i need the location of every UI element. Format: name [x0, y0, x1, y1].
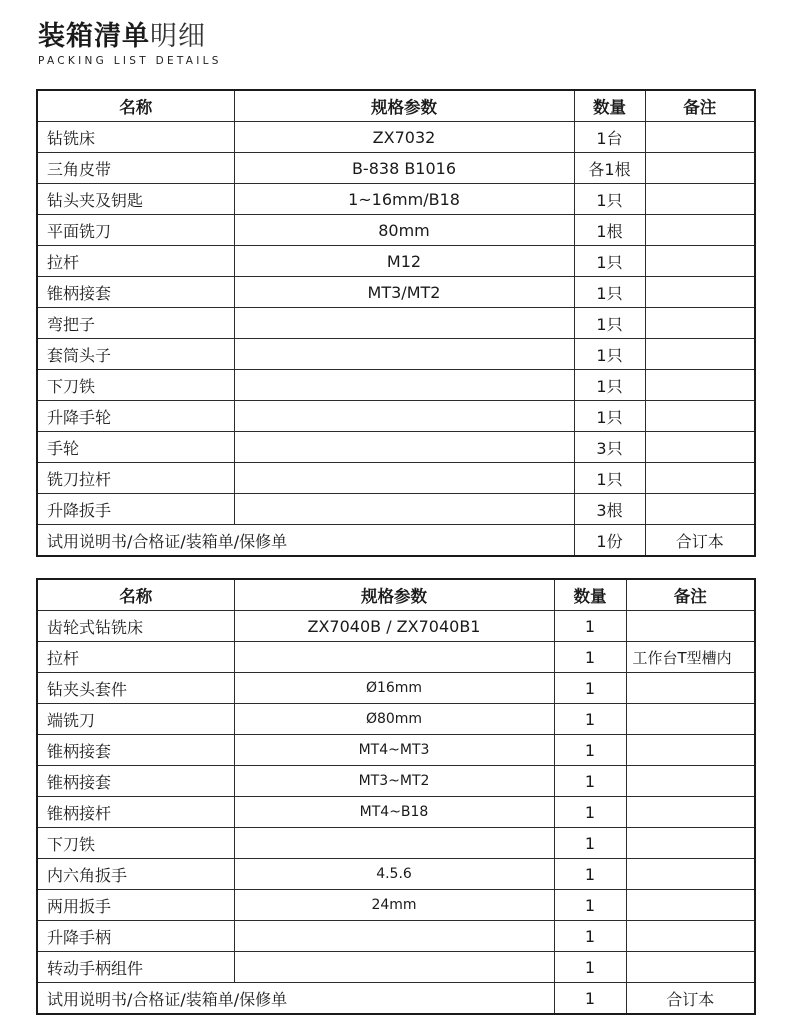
cell-name: 两用扳手 [37, 890, 234, 921]
cell-note [626, 921, 755, 952]
cell-qty: 1 [554, 704, 626, 735]
cell-name: 弯把子 [37, 308, 234, 339]
cell-qty: 1 [554, 828, 626, 859]
cell-spec [234, 401, 574, 432]
cell-qty: 1只 [574, 246, 645, 277]
cell-spec [234, 642, 554, 673]
cell-name: 下刀铁 [37, 370, 234, 401]
page-title-light: 明细 [150, 21, 206, 52]
table-row [37, 308, 755, 339]
cell-spec [234, 463, 574, 494]
cell-spec: Ø80mm [234, 704, 554, 735]
table-row [37, 766, 755, 797]
cell-spec: 24mm [234, 890, 554, 921]
cell-qty: 1只 [574, 308, 645, 339]
cell-note [626, 673, 755, 704]
table-1-body [37, 122, 755, 557]
cell-spec [234, 339, 574, 370]
cell-name: 锥柄接套 [37, 735, 234, 766]
cell-qty: 1 [554, 797, 626, 828]
cell-note [645, 215, 755, 246]
cell-note [626, 952, 755, 983]
cell-note [626, 766, 755, 797]
cell-name: 内六角扳手 [37, 859, 234, 890]
table-row [37, 828, 755, 859]
cell-qty: 3只 [574, 432, 645, 463]
table-row [37, 952, 755, 983]
cell-name: 升降手柄 [37, 921, 234, 952]
cell-note [645, 184, 755, 215]
cell-name: 钻夹头套件 [37, 673, 234, 704]
cell-spec: 1~16mm/B18 [234, 184, 574, 215]
cell-note [645, 339, 755, 370]
cell-name: 转动手柄组件 [37, 952, 234, 983]
cell-name: 锥柄接套 [37, 277, 234, 308]
cell-qty: 各1根 [574, 153, 645, 184]
header-spec: 规格参数 [234, 579, 554, 611]
page-title [38, 20, 222, 54]
table-footer-row [37, 983, 755, 1015]
cell-spec [234, 494, 574, 525]
cell-note [645, 246, 755, 277]
header-note: 备注 [626, 579, 755, 611]
table-row [37, 370, 755, 401]
header-name: 名称 [37, 579, 234, 611]
cell-qty: 1 [554, 859, 626, 890]
cell-qty: 1只 [574, 463, 645, 494]
table-row [37, 432, 755, 463]
cell-note [626, 611, 755, 642]
cell-name: 钻铣床 [37, 122, 234, 153]
cell-note [645, 494, 755, 525]
header-qty: 数量 [554, 579, 626, 611]
cell-note [626, 797, 755, 828]
cell-spec [234, 432, 574, 463]
cell-qty: 1 [554, 952, 626, 983]
table-row [37, 642, 755, 673]
cell-note: 合订本 [626, 983, 755, 1015]
title-block [38, 20, 222, 67]
cell-name: 下刀铁 [37, 828, 234, 859]
cell-name: 铣刀拉杆 [37, 463, 234, 494]
cell-qty: 1 [554, 642, 626, 673]
cell-spec: 80mm [234, 215, 574, 246]
cell-name: 拉杆 [37, 642, 234, 673]
cell-qty: 1 [554, 673, 626, 704]
cell-spec: ZX7040B / ZX7040B1 [234, 611, 554, 642]
cell-qty: 1只 [574, 339, 645, 370]
header-note: 备注 [645, 90, 755, 122]
cell-spec: ZX7032 [234, 122, 574, 153]
table-row [37, 704, 755, 735]
cell-name: 锥柄接杆 [37, 797, 234, 828]
table-footer-row [37, 525, 755, 557]
cell-note [645, 463, 755, 494]
cell-spec: 4.5.6 [234, 859, 554, 890]
cell-note [626, 828, 755, 859]
cell-name: 平面铣刀 [37, 215, 234, 246]
cell-qty: 1 [554, 735, 626, 766]
cell-qty: 1份 [574, 525, 645, 557]
cell-spec [234, 370, 574, 401]
cell-note: 工作台T型槽内 [626, 642, 755, 673]
cell-name: 端铣刀 [37, 704, 234, 735]
cell-spec [234, 308, 574, 339]
cell-name: 手轮 [37, 432, 234, 463]
table-row [37, 890, 755, 921]
table-header-row [37, 579, 755, 611]
cell-qty: 1 [554, 611, 626, 642]
cell-note [626, 704, 755, 735]
cell-qty: 1只 [574, 370, 645, 401]
cell-spec [234, 952, 554, 983]
cell-name: 升降扳手 [37, 494, 234, 525]
table-row [37, 401, 755, 432]
cell-spec [234, 828, 554, 859]
cell-note [645, 277, 755, 308]
cell-note [626, 859, 755, 890]
table-row [37, 673, 755, 704]
cell-spec: M12 [234, 246, 574, 277]
cell-qty: 1 [554, 983, 626, 1015]
cell-note [626, 890, 755, 921]
cell-name: 齿轮式钻铣床 [37, 611, 234, 642]
cell-qty: 1 [554, 890, 626, 921]
table-row [37, 463, 755, 494]
table-row [37, 215, 755, 246]
table-row [37, 859, 755, 890]
cell-name: 拉杆 [37, 246, 234, 277]
table-row [37, 184, 755, 215]
table-row [37, 122, 755, 153]
table-row [37, 339, 755, 370]
cell-note [626, 735, 755, 766]
table-row [37, 735, 755, 766]
cell-spec: Ø16mm [234, 673, 554, 704]
table-row [37, 246, 755, 277]
page-subtitle: PACKING LIST DETAILS [38, 55, 222, 67]
cell-spec: MT4~B18 [234, 797, 554, 828]
cell-qty: 1 [554, 766, 626, 797]
table-row [37, 921, 755, 952]
cell-spec: B-838 B1016 [234, 153, 574, 184]
cell-note [645, 401, 755, 432]
table-header-row [37, 90, 755, 122]
cell-qty: 1只 [574, 184, 645, 215]
table-row [37, 611, 755, 642]
cell-note [645, 432, 755, 463]
cell-note [645, 122, 755, 153]
packing-list-table-1 [36, 89, 756, 557]
cell-qty: 3根 [574, 494, 645, 525]
cell-docs: 试用说明书/合格证/装箱单/保修单 [37, 525, 574, 557]
cell-qty: 1根 [574, 215, 645, 246]
cell-qty: 1只 [574, 401, 645, 432]
cell-docs: 试用说明书/合格证/装箱单/保修单 [37, 983, 554, 1015]
cell-note [645, 370, 755, 401]
cell-spec: MT3~MT2 [234, 766, 554, 797]
cell-note: 合订本 [645, 525, 755, 557]
cell-qty: 1只 [574, 277, 645, 308]
table-row [37, 494, 755, 525]
header-spec: 规格参数 [234, 90, 574, 122]
table-2-body [37, 611, 755, 1015]
cell-qty: 1 [554, 921, 626, 952]
cell-spec: MT4~MT3 [234, 735, 554, 766]
cell-spec: MT3/MT2 [234, 277, 574, 308]
table-row [37, 797, 755, 828]
cell-name: 钻头夹及钥匙 [37, 184, 234, 215]
cell-name: 锥柄接套 [37, 766, 234, 797]
cell-name: 套筒头子 [37, 339, 234, 370]
cell-name: 升降手轮 [37, 401, 234, 432]
table-row [37, 277, 755, 308]
cell-spec [234, 921, 554, 952]
header-qty: 数量 [574, 90, 645, 122]
cell-note [645, 153, 755, 184]
cell-qty: 1台 [574, 122, 645, 153]
page-title-bold: 装箱清单 [38, 21, 150, 52]
table-row [37, 153, 755, 184]
header-name: 名称 [37, 90, 234, 122]
packing-list-table-2 [36, 578, 756, 1015]
cell-name: 三角皮带 [37, 153, 234, 184]
cell-note [645, 308, 755, 339]
